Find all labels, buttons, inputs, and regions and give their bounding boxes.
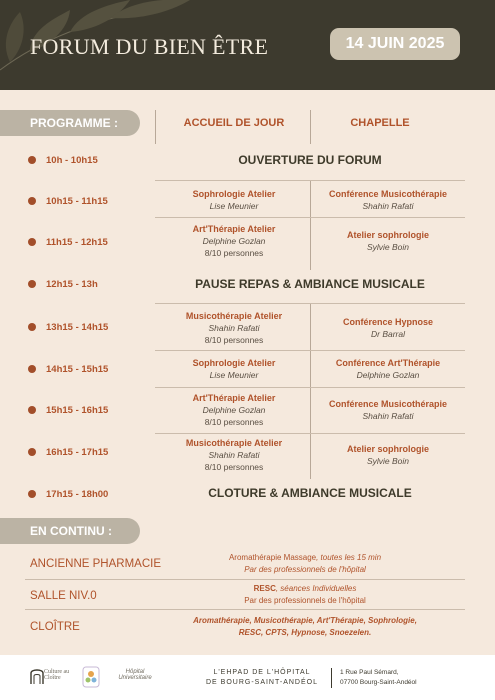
session-title: Art'Thérapie Atelier — [192, 393, 276, 403]
address-line: 1 Rue Paul Sémard, — [340, 669, 399, 676]
activity-provider: Par des professionnels de l'hôpital — [244, 565, 366, 574]
lunch-title: PAUSE REPAS & AMBIANCE MUSICALE — [195, 277, 425, 291]
session-title: Atelier sophrologie — [346, 230, 429, 240]
bullet-icon — [28, 365, 36, 373]
place-cloitre-desc — [190, 615, 420, 639]
time-slot: 10h15 - 11h15 — [46, 196, 108, 207]
time-slot: 14h15 - 15h15 — [46, 364, 109, 375]
activity-provider: Par des professionnels de l'hôpital — [244, 596, 366, 605]
session-cell — [313, 316, 463, 340]
address — [340, 668, 417, 688]
ars-logo-icon — [82, 666, 100, 688]
session-capacity: 8/10 personnes — [204, 335, 264, 345]
divider — [155, 180, 465, 181]
bullet-icon — [28, 197, 36, 205]
session-cell — [159, 357, 309, 381]
place-pharmacie: ANCIENNE PHARMACIE — [30, 558, 161, 570]
session-title: Atelier sophrologie — [346, 444, 429, 454]
date-badge: 14 JUIN 2025 — [330, 28, 460, 60]
opening-title: OUVERTURE DU FORUM — [238, 153, 382, 167]
session-title: Conférence Hypnose — [342, 317, 434, 327]
session-cell — [159, 392, 309, 428]
logo-hopital-universitaire: Hôpital Universitaire — [118, 669, 152, 681]
closing-title: CLOTURE & AMBIANCE MUSICALE — [208, 486, 412, 500]
session-capacity: 8/10 personnes — [204, 417, 264, 427]
address-line: 07700 Bourg-Saint-Andéol — [340, 679, 417, 686]
ehpad-line: DE BOURG-SAINT-ANDÉOL — [205, 679, 318, 686]
divider — [310, 303, 311, 479]
session-cell — [313, 229, 463, 253]
activity-frequency: , toutes les 15 min — [316, 553, 382, 562]
time-slot: 11h15 - 12h15 — [46, 237, 108, 248]
time-lunch: 12h15 - 13h — [46, 279, 98, 290]
session-capacity: 8/10 personnes — [204, 462, 264, 472]
programme-label: PROGRAMME : — [0, 110, 140, 136]
page-title: FORUM DU BIEN ÊTRE — [30, 34, 269, 59]
logo-culture: Culture au Cloître — [44, 669, 70, 681]
bullet-icon — [28, 280, 36, 288]
session-speaker: Lise Meunier — [209, 201, 259, 211]
bullet-icon — [28, 238, 36, 246]
session-title: Musicothérapie Atelier — [185, 311, 283, 321]
divider — [155, 303, 465, 304]
bullet-icon — [28, 448, 36, 456]
divider — [155, 110, 156, 144]
column-header-accueil: ACCUEIL DE JOUR — [183, 117, 285, 129]
session-speaker: Shahin Rafati — [362, 201, 414, 211]
session-speaker: Shahin Rafati — [362, 411, 414, 421]
session-speaker: Sylvie Boin — [366, 242, 410, 252]
bullet-icon — [28, 323, 36, 331]
session-title: Conférence Art'Thérapie — [335, 358, 441, 368]
session-speaker: Lise Meunier — [209, 370, 259, 380]
ehpad-name — [202, 668, 322, 688]
session-speaker: Shahin Rafati — [208, 323, 260, 333]
place-salle: SALLE NIV.0 — [30, 590, 97, 602]
header-banner — [0, 0, 495, 90]
divider — [25, 579, 465, 580]
bullet-icon — [28, 156, 36, 164]
time-slot: 16h15 - 17h15 — [46, 447, 109, 458]
activity-text: RESC, CPTS, Hypnose, Snoezelen. — [238, 628, 372, 637]
time-opening: 10h - 10h15 — [46, 155, 98, 166]
session-speaker: Delphine Gozlan — [356, 370, 420, 380]
time-slot: 13h15 - 14h15 — [46, 322, 109, 333]
place-pharmacie-desc — [190, 552, 420, 576]
ehpad-line: L'EHPAD DE L'HÔPITAL — [213, 669, 311, 676]
session-title: Conférence Musicothérapie — [328, 399, 448, 409]
session-speaker: Sylvie Boin — [366, 456, 410, 466]
session-title: Sophrologie Atelier — [192, 358, 276, 368]
divider — [310, 110, 311, 144]
divider — [155, 350, 465, 351]
divider — [155, 217, 465, 218]
session-speaker: Delphine Gozlan — [202, 405, 266, 415]
session-cell — [313, 188, 463, 212]
session-title: Art'Thérapie Atelier — [192, 224, 276, 234]
session-cell — [313, 357, 463, 381]
time-closing: 17h15 - 18h00 — [46, 489, 109, 500]
session-title: Musicothérapie Atelier — [185, 438, 283, 448]
divider — [25, 609, 465, 610]
divider — [331, 668, 332, 688]
activity-text: Aromathérapie Massage — [228, 553, 317, 562]
divider — [155, 433, 465, 434]
session-speaker: Dr Barral — [370, 329, 405, 339]
session-cell — [159, 310, 309, 346]
session-title: Conférence Musicothérapie — [328, 189, 448, 199]
time-slot: 15h15 - 16h15 — [46, 405, 109, 416]
place-salle-desc — [190, 583, 420, 607]
session-title: Sophrologie Atelier — [192, 189, 276, 199]
place-cloitre: CLOÎTRE — [30, 621, 80, 633]
session-speaker: Shahin Rafati — [208, 450, 260, 460]
session-cell — [313, 443, 463, 467]
session-capacity: 8/10 personnes — [204, 248, 264, 258]
activity-frequency: , séances Individuelles — [275, 584, 357, 593]
continu-label: EN CONTINU : — [0, 518, 140, 544]
activity-text: RESC — [253, 584, 276, 593]
session-speaker: Delphine Gozlan — [202, 236, 266, 246]
session-cell — [313, 398, 463, 422]
divider — [155, 387, 465, 388]
divider — [310, 180, 311, 270]
activity-text: Aromathérapie, Musicothérapie, Art'Thérapie, Sophrologie, — [193, 616, 417, 625]
session-cell — [159, 188, 309, 212]
session-cell — [159, 223, 309, 259]
bullet-icon — [28, 490, 36, 498]
column-header-chapelle: CHAPELLE — [350, 117, 410, 129]
session-cell — [159, 437, 309, 473]
bullet-icon — [28, 406, 36, 414]
cloitre-logo-icon — [30, 667, 44, 685]
